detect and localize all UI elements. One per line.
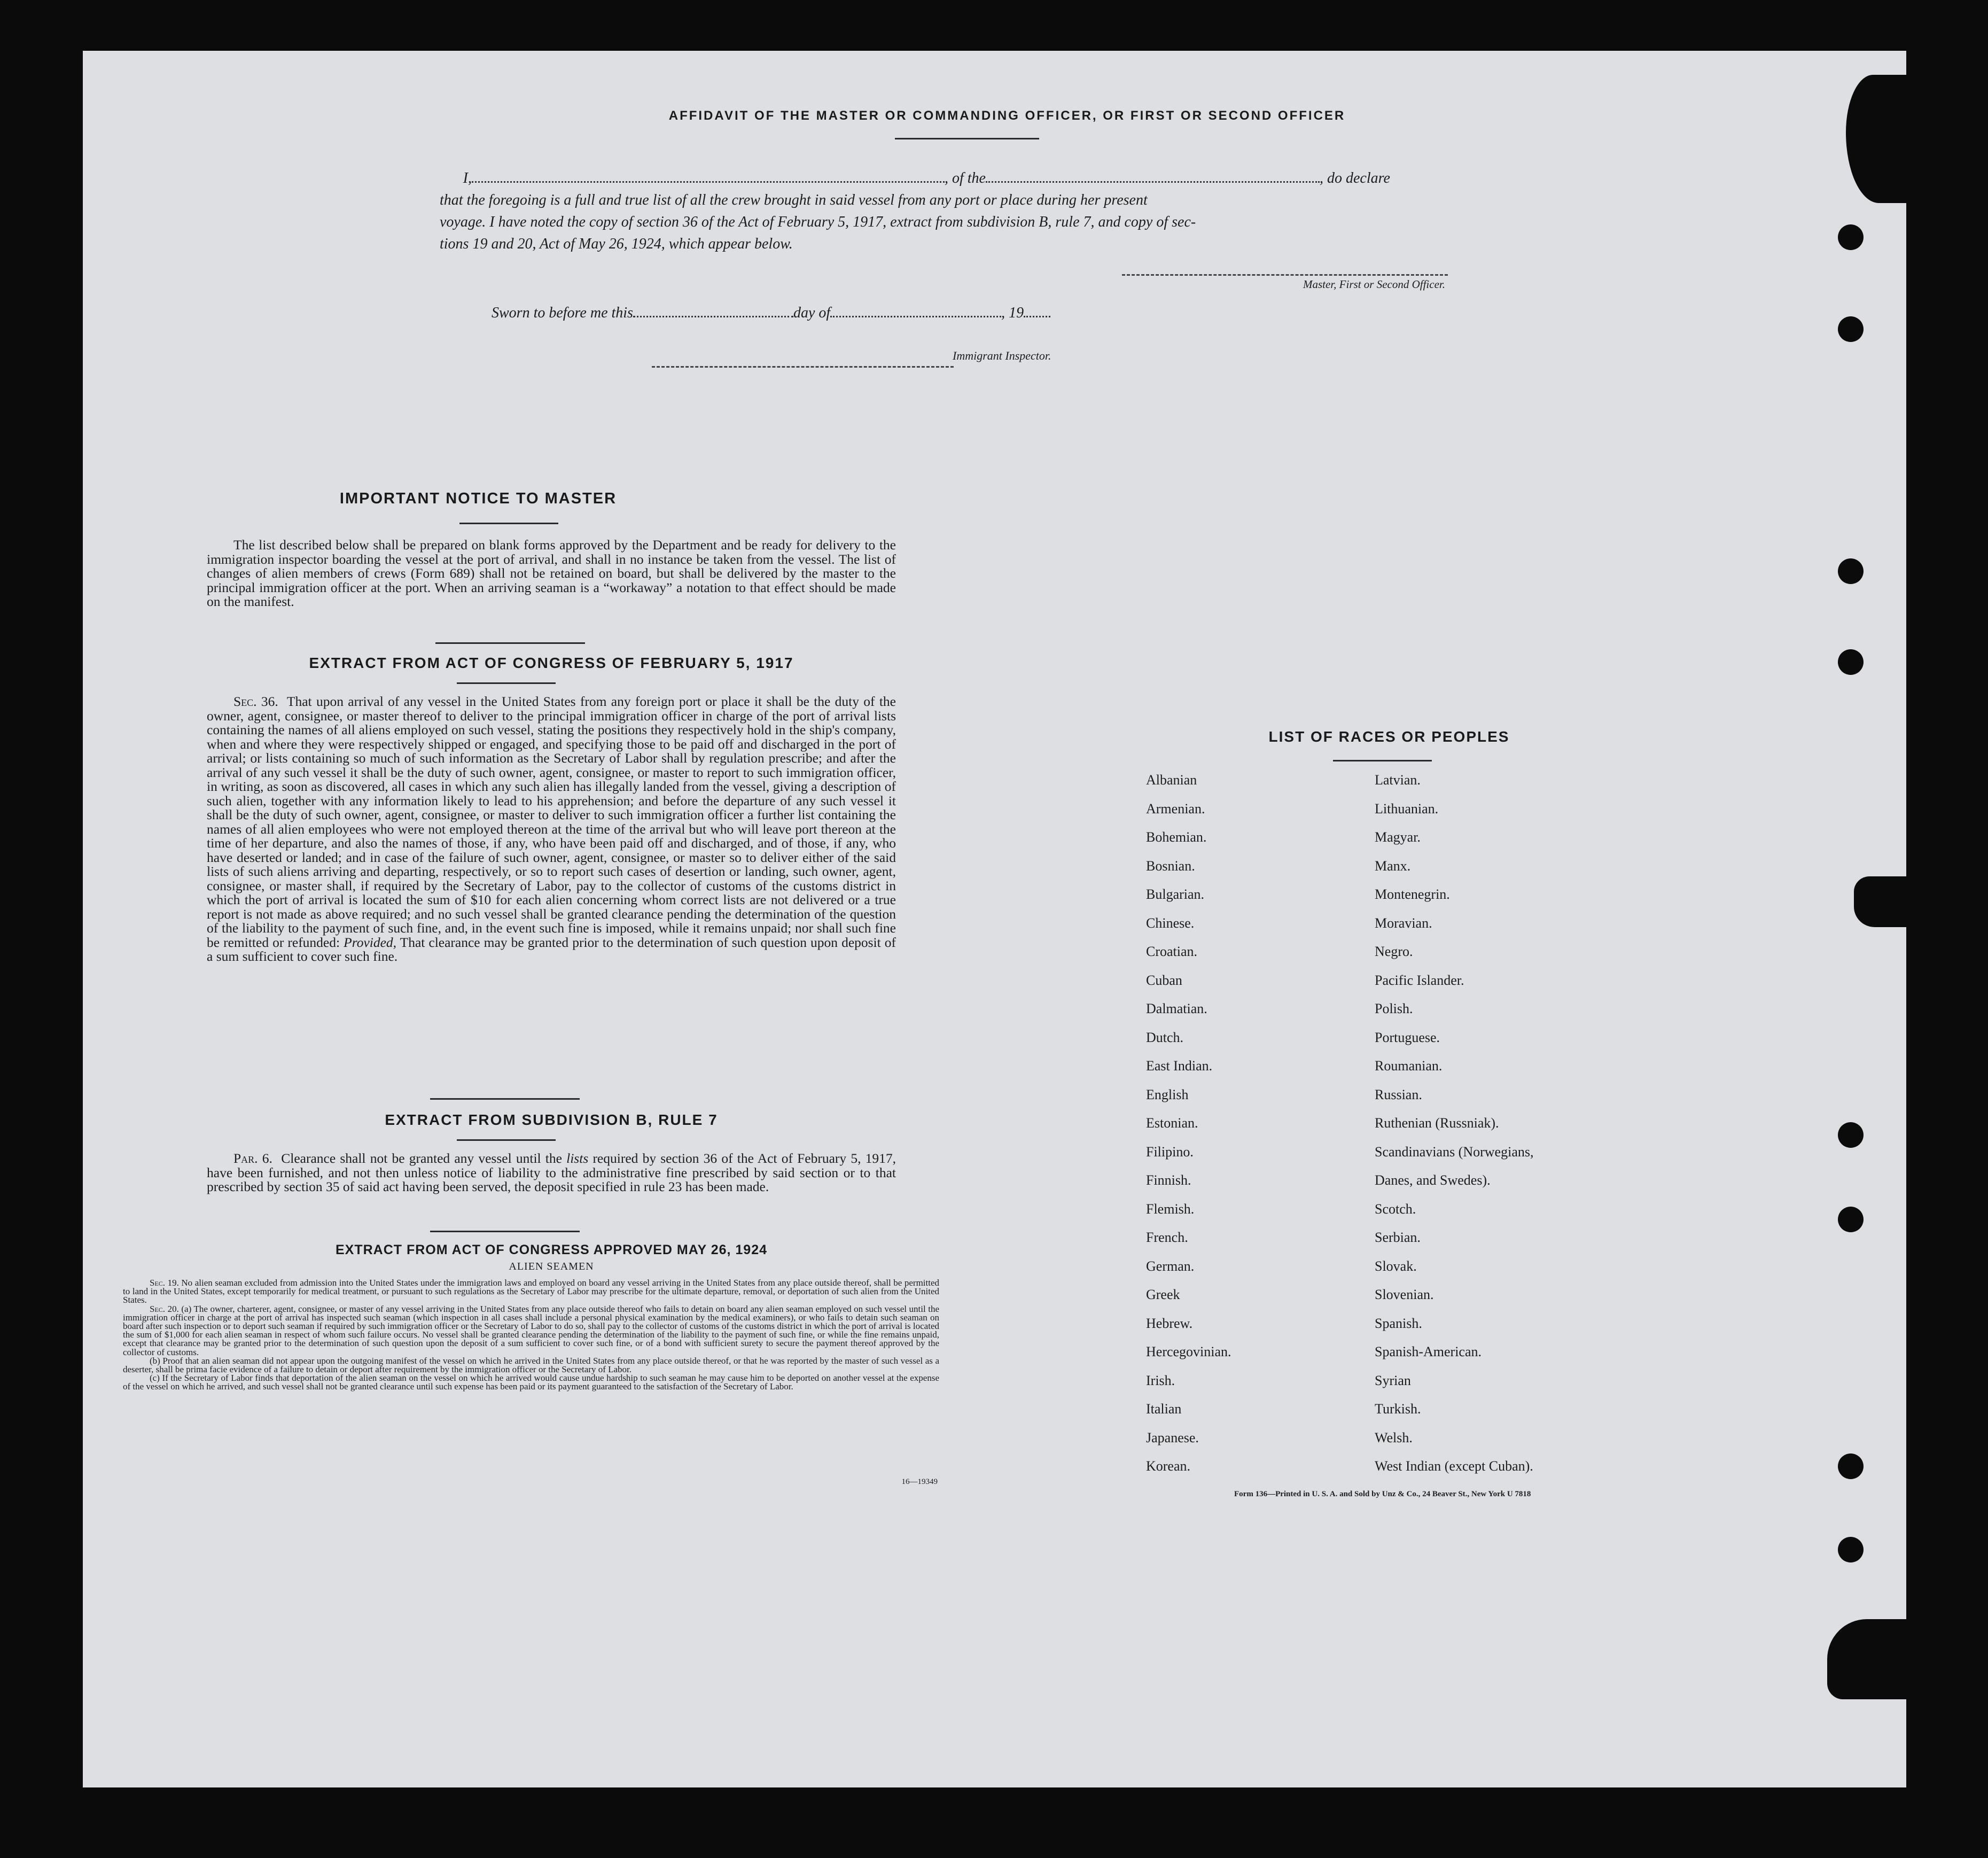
extract-1924-title: EXTRACT FROM ACT OF CONGRESS APPROVED MAY 26, 1924: [335, 1242, 768, 1257]
binder-hole: [1838, 224, 1864, 250]
race-item: Scandinavians (Norwegians,: [1375, 1144, 1534, 1160]
sworn-label: Sworn to before me this: [492, 305, 633, 321]
race-item: Estonian.: [1146, 1115, 1198, 1131]
rule-7-text: [207, 1152, 896, 1194]
affidavit-declaration: [440, 167, 1535, 255]
affidavit-of-the-label: , of the: [945, 170, 986, 186]
race-item: Danes, and Swedes).: [1375, 1172, 1491, 1188]
affidavit-line-4: tions 19 and 20, Act of May 26, 1924, which appear below.: [440, 236, 793, 252]
race-item: Moravian.: [1375, 915, 1432, 931]
race-item: East Indian.: [1146, 1058, 1213, 1074]
provided-label: Provided,: [344, 934, 397, 950]
form-page: [83, 51, 1906, 1787]
race-item: English: [1146, 1086, 1189, 1102]
race-item: Russian.: [1375, 1086, 1422, 1102]
torn-edge: [1827, 1619, 1906, 1699]
race-item: Bosnian.: [1146, 858, 1195, 874]
race-item: Cuban: [1146, 972, 1182, 988]
race-item: Portuguese.: [1375, 1029, 1440, 1045]
race-item: Lithuanian.: [1375, 800, 1439, 817]
sec-36-label: Sec. 36.: [233, 694, 278, 709]
binder-hole: [1838, 1122, 1864, 1148]
race-item: Japanese.: [1146, 1429, 1199, 1445]
notice-paragraph: The list described below shall be prepared on blank forms approved by the Department and be ready for delivery to the immigration inspector boarding the vessel at the port of arrival, and shall in no instance be taken from the vessel. The list of changes of alien members of crews (Form 689) shall not be retained on board, but shall be delivered by the master to the principal immigration officer at the port. When an arriving seaman is a “workaway” a notation to that effect should be made on the manifest.: [207, 537, 896, 609]
sec-36-text: That upon arrival of any vessel in the United States from any foreign port or place it shall be the duty of the owner, agent, consignee, or master thereof to deliver to the principal immigration officer in charge of the port of arrival lists containing the names of all aliens employed on such vessel, stating the positions they respectively hold in the ship's company, when and where they were respectively shipped or engaged, and specifying those to be paid off and discharged in the port of arrival; or lists containing so much of such information as the Secretary of Labor shall by regulation prescribe; and after the arrival of any such vessel it shall be the duty of such owner, agent, consignee, or master to report to such immigration officer, in writing, as soon as discovered, all cases in which any such alien has illegally landed from the vessel, giving a description of such alien, together with any information likely to lead to his apprehension; and before the departure of any such vessel it shall be the duty of such owner, agent, consignee, or master to deliver to such immigration officer a further list containing the names of all alien employees who were not employed thereon at the time of the arrival but who will leave port thereon at the time of her departure, and also the names of those, if any, who have been paid off and discharged, and of those, if any, who have deserted or landed; and in case of the failure of such owner, agent, consignee, or master so to deliver either of the said lists of such aliens arriving and departing, respectively, or so to report such cases of desertion or landing, such owner, agent, consignee, or master shall, if required by the Secretary of Labor, pay to the collector of customs of the customs district in which the port of arrival is located the sum of $10 for each alien concerning whom correct lists are not delivered or a true report is not made as above required; and no such vessel shall be granted clearance pending the determination of the question of the liability to the payment of such fine, and, in the event such fine is imposed, while it remains unpaid; nor shall such fine be remitted or refunded:: [207, 694, 896, 950]
sec-19-text: No alien seaman excluded from admission into the United States under the immigration laws and employed on board any vessel arriving in the United States from any place outside thereof, shall be permitted to land in the United States, except temporarily for medical treatment, or pursuant to such regulations as the Secretary of Labor may prescribe for the ultimate departure, removal, or deportation of such alien from the United States.: [123, 1278, 940, 1305]
notice-title: IMPORTANT NOTICE TO MASTER: [339, 490, 617, 507]
race-item: Roumanian.: [1375, 1058, 1443, 1074]
race-item: French.: [1146, 1230, 1188, 1245]
officer-signature-caption: Master, First or Second Officer.: [1303, 278, 1445, 291]
rule-7-rule: [457, 1139, 556, 1141]
race-item: Slovak.: [1375, 1258, 1417, 1274]
race-item: Magyar.: [1375, 829, 1421, 845]
race-item: Hebrew.: [1146, 1315, 1193, 1331]
race-item: Polish.: [1375, 1001, 1413, 1016]
sec-20b-text: (b) Proof that an alien seaman did not appear upon the outgoing manifest of the vessel on which he arrived in the United States from any place outside thereof, or that he was reported by the master of such vessel as a deserter, shall be prima facie evidence of a failure to detain or deport after requirement by the immigration officer or the Secretary of Labor.: [123, 1355, 939, 1375]
race-item: Spanish-American.: [1375, 1344, 1482, 1359]
affidavit-title: AFFIDAVIT OF THE MASTER OR COMMANDING OFFICER, OR FIRST OR SECOND OFFICER: [668, 108, 1346, 123]
vessel-name-field[interactable]: [986, 170, 1320, 183]
race-item: Slovenian.: [1375, 1287, 1434, 1302]
race-item: Armenian.: [1146, 800, 1205, 817]
race-item: West Indian (except Cuban).: [1375, 1458, 1533, 1474]
races-title: LIST OF RACES OR PEOPLES: [1268, 728, 1510, 745]
affidavit-do-declare-label: , do declare: [1320, 170, 1390, 186]
binder-hole: [1838, 1537, 1864, 1562]
race-item: Bulgarian.: [1146, 887, 1205, 902]
race-item: Flemish.: [1146, 1201, 1195, 1217]
form-imprint: Form 136—Printed in U. S. A. and Sold by Unz & Co., 24 Beaver St., New York U 7818: [1234, 1490, 1531, 1498]
notice-title-rule: [459, 523, 558, 524]
sworn-month-field[interactable]: [830, 305, 1001, 317]
extract-1924-subtitle: ALIEN SEAMEN: [509, 1261, 594, 1272]
notice-end-rule: [435, 642, 585, 644]
race-item: Bohemian.: [1146, 829, 1207, 845]
extract-1917-rule: [457, 682, 556, 684]
binder-hole: [1838, 649, 1864, 675]
affidavit-title-rule: [895, 138, 1039, 139]
race-item: Albanian: [1146, 772, 1197, 788]
sec-20-label: Sec. 20.: [150, 1303, 179, 1314]
race-item: Negro.: [1375, 944, 1413, 959]
race-item: Filipino.: [1146, 1144, 1194, 1160]
sworn-year-field[interactable]: [1024, 305, 1050, 317]
race-item: Italian: [1146, 1401, 1182, 1417]
race-item: Latvian.: [1375, 772, 1421, 788]
year-label: , 19: [1001, 305, 1024, 321]
par-6-text-b: required by section 36 of the Act of February 5, 1917, have been furnished, and not then unless notice of liability to the administrative fine prescribed by said section or to that prescribed by section 35 of said act having been served, the deposit specified in rule 23 has been made.: [207, 1150, 896, 1194]
print-code: 16—19349: [901, 1478, 938, 1486]
race-item: Chinese.: [1146, 915, 1195, 931]
day-of-label: day of: [793, 305, 831, 321]
race-item: Serbian.: [1375, 1230, 1421, 1245]
race-item: Scotch.: [1375, 1201, 1416, 1217]
binder-hole: [1838, 1453, 1864, 1479]
extract-1917-text: [207, 695, 896, 964]
sec-20a-text: (a) The owner, charterer, agent, consignee, or master of any vessel arriving in the United States from any place outside thereof who fails to detain on board any alien seaman employed on such vessel until the immigration officer in charge at the port of arrival has inspected such seaman (which inspection in all cases shall include a personal physical examination by the medical examiners), or who fails to detain such seaman on board after such inspection or to deport such seaman if required by such immigration officer or the Secretary of Labor to do so, shall pay to the collector of customs of the customs district in which the port of arrival is located the sum of $1,000 for each alien seaman in respect of whom such failure occurs. No vessel shall be granted clearance pending the determination of the liability to the payment of such fine, or while the fine remains unpaid, except that clearance may be granted prior to the determination of such question upon the deposit of a sum sufficient to cover such fine, or of a bond with sufficient surety to secure the payment thereof approved by the collector of customs.: [123, 1303, 939, 1357]
race-item: Montenegrin.: [1375, 887, 1450, 902]
race-item: Manx.: [1375, 858, 1411, 874]
race-item: Dutch.: [1146, 1029, 1184, 1045]
races-right-column: [1375, 766, 1652, 1481]
race-item: Finnish.: [1146, 1172, 1191, 1188]
rule-7-end-rule: [430, 1231, 580, 1232]
binder-hole: [1838, 316, 1864, 342]
races-title-rule: [1333, 760, 1432, 761]
inspector-caption: Immigrant Inspector.: [953, 349, 1051, 362]
officer-signature-line[interactable]: [1122, 274, 1448, 276]
race-item: Hercegovinian.: [1146, 1344, 1231, 1359]
sec-19-label: Sec. 19.: [150, 1278, 179, 1288]
affidavit-i-label: I,: [463, 170, 472, 186]
race-item: Welsh.: [1375, 1429, 1413, 1445]
race-item: Pacific Islander.: [1375, 972, 1464, 988]
binder-hole: [1838, 558, 1864, 584]
sec-36-text-end: That clearance may be granted prior to the determination of such question upon deposit of a sum sufficient to cover such fine.: [207, 934, 896, 964]
par-6-label: Par. 6.: [233, 1150, 272, 1166]
torn-edge: [1854, 876, 1906, 927]
affidavit-line-2: that the foregoing is a full and true list of all the crew brought in said vessel from any port or place during her present: [440, 192, 1148, 208]
lists-label: lists: [566, 1150, 589, 1166]
notice-text: [207, 538, 896, 609]
race-item: Croatian.: [1146, 944, 1198, 959]
affidavit-line-3: voyage. I have noted the copy of section 36 of the Act of February 5, 1917, extract from subdivision B, rule 7, and copy of sec-: [440, 214, 1196, 230]
race-item: Ruthenian (Russniak).: [1375, 1115, 1499, 1131]
race-item: Spanish.: [1375, 1315, 1422, 1331]
race-item: Irish.: [1146, 1372, 1175, 1388]
race-item: Korean.: [1146, 1458, 1191, 1474]
binder-hole: [1838, 1207, 1864, 1232]
extract-1917-end-rule: [430, 1098, 580, 1100]
sec-20c-text: (c) If the Secretary of Labor finds that deportation of the alien seaman on the vessel on which he arrived would cause undue hardship to such seaman he may cause him to be deported on another vessel at the expense of the vessel on which he arrived, and such vessel shall not be granted clearance until such expense has been paid or its payment guaranteed to the satisfaction of the Secretary of Labor.: [123, 1373, 939, 1392]
sworn-line: [492, 305, 1050, 322]
race-item: Turkish.: [1375, 1401, 1421, 1417]
sworn-day-field[interactable]: [633, 305, 793, 317]
race-item: German.: [1146, 1258, 1195, 1274]
race-item: Greek: [1146, 1287, 1180, 1302]
par-6-text-a: Clearance shall not be granted any vessel until the: [281, 1150, 562, 1166]
declarant-name-field[interactable]: [472, 170, 945, 183]
race-item: Syrian: [1375, 1372, 1411, 1388]
races-left-column: [1146, 766, 1349, 1481]
inspector-signature-line[interactable]: [652, 366, 954, 368]
race-item: Dalmatian.: [1146, 1001, 1207, 1016]
extract-1917-title: EXTRACT FROM ACT OF CONGRESS OF FEBRUARY 5, 1917: [309, 655, 794, 671]
rule-7-title: EXTRACT FROM SUBDIVISION B, RULE 7: [385, 1111, 718, 1128]
extract-1924-text: [123, 1279, 939, 1391]
